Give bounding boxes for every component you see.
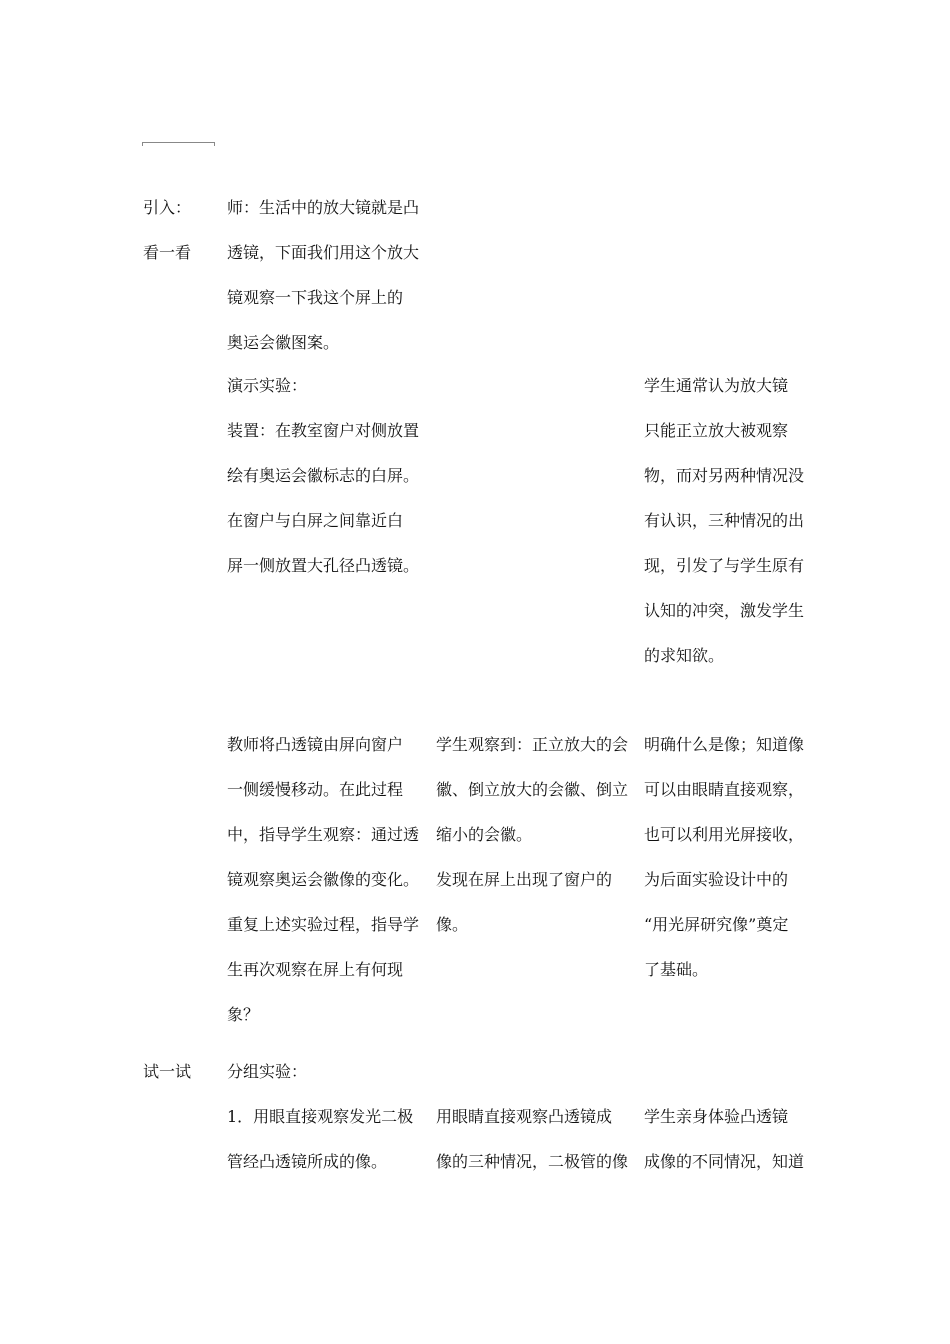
text-line: 管经凸透镜所成的像。 — [227, 1152, 388, 1171]
design-intent-observe — [644, 722, 814, 992]
text-line: 屏一侧放置大孔径凸透镜。 — [227, 556, 420, 575]
label-line: 试一试 — [143, 1062, 192, 1081]
text-line: 镜观察奥运会徽像的变化。 — [227, 870, 420, 889]
text-line: 生再次观察在屏上有何现 — [227, 960, 404, 979]
text-line: “用光屏研究像”奠定 — [644, 915, 789, 934]
text-line: 成像的不同情况，知道 — [644, 1152, 805, 1171]
try-student-text — [436, 1094, 636, 1184]
header-rule — [142, 142, 215, 146]
text-line: 徽、倒立放大的会徽、倒立 — [436, 780, 629, 799]
demo-experiment-text — [227, 363, 427, 588]
try-teacher-text — [227, 1094, 427, 1184]
text-line: 也可以利用光屏接收， — [644, 825, 805, 844]
text-line: 学生亲身体验凸透镜 — [644, 1107, 789, 1126]
text-line: 缩小的会徽。 — [436, 825, 533, 844]
text-line: 学生通常认为放大镜 — [644, 376, 789, 395]
text-line: 师：生活中的放大镜就是凸 — [227, 198, 420, 217]
text-line: 有认识，三种情况的出 — [644, 511, 805, 530]
text-line: 物，而对另两种情况没 — [644, 466, 805, 485]
text-line: 发现在屏上出现了窗户的 — [436, 870, 613, 889]
text-line: 只能正立放大被观察 — [644, 421, 789, 440]
text-line: 的求知欲。 — [644, 646, 725, 665]
text-line: 学生观察到：正立放大的会 — [436, 735, 629, 754]
section-label-intro — [143, 185, 213, 275]
text-line: 像。 — [436, 915, 469, 934]
text-line: 演示实验： — [227, 376, 308, 395]
text-line: 认知的冲突，激发学生 — [644, 601, 805, 620]
text-line: 了基础。 — [644, 960, 709, 979]
design-intent-intro — [644, 363, 814, 678]
text-line: 奥运会徽图案。 — [227, 333, 340, 352]
text-line: 明确什么是像；知道像 — [644, 735, 805, 754]
text-line: 在窗户与白屏之间靠近白 — [227, 511, 404, 530]
text-line: 像的三种情况，二极管的像 — [436, 1152, 629, 1171]
text-line: 可以由眼睛直接观察， — [644, 780, 805, 799]
text-line: 透镜，下面我们用这个放大 — [227, 243, 420, 262]
text-line: 为后面实验设计中的 — [644, 870, 789, 889]
text-line: 装置：在教室窗户对侧放置 — [227, 421, 420, 440]
student-activity-text — [436, 722, 636, 947]
text-line: 一侧缓慢移动。在此过程 — [227, 780, 404, 799]
teacher-guidance-text — [227, 722, 427, 1037]
group-experiment-title — [227, 1049, 427, 1094]
text-line: 用眼睛直接观察凸透镜成 — [436, 1107, 613, 1126]
text-line: 中，指导学生观察：通过透 — [227, 825, 420, 844]
text-line: 教师将凸透镜由屏向窗户 — [227, 735, 404, 754]
teacher-intro-text — [227, 185, 427, 365]
text-line: 1．用眼直接观察发光二极 — [227, 1107, 414, 1126]
text-line: 分组实验： — [227, 1062, 308, 1081]
text-line: 现，引发了与学生原有 — [644, 556, 805, 575]
try-design-intent — [644, 1094, 814, 1184]
text-line: 重复上述实验过程，指导学 — [227, 915, 420, 934]
label-line: 看一看 — [143, 243, 192, 262]
section-label-try — [143, 1049, 213, 1094]
text-line: 象？ — [227, 1005, 260, 1024]
label-line: 引入： — [143, 198, 192, 217]
text-line: 绘有奥运会徽标志的白屏。 — [227, 466, 420, 485]
text-line: 镜观察一下我这个屏上的 — [227, 288, 404, 307]
